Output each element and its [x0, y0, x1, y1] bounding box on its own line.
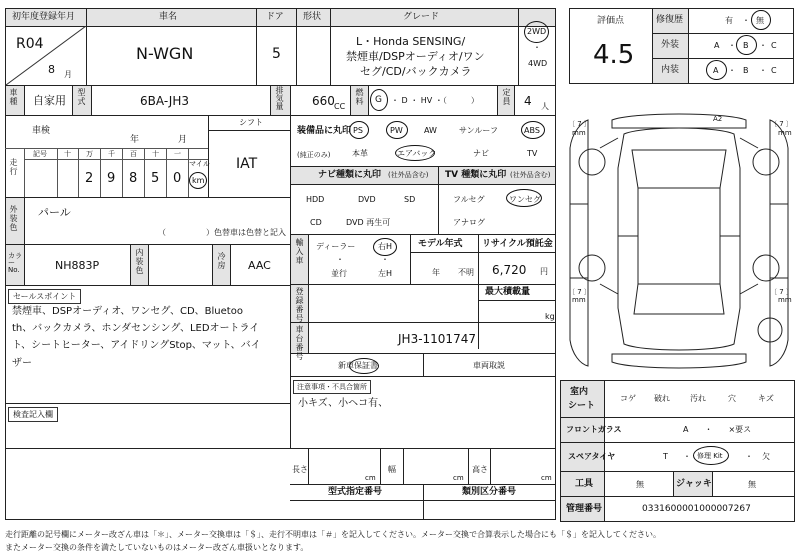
sales-line-1: 禁煙車、DSPオーディオ、ワンセグ、CD、Bluetoo	[12, 306, 243, 317]
diagram-label-rl: 〔 7 〕	[568, 288, 591, 296]
equipment-sublabel: (純正のみ)	[297, 151, 331, 159]
spare-none: 欠	[762, 452, 770, 461]
navi-dvd: DVD	[358, 195, 376, 204]
digit-header: 十	[64, 150, 71, 158]
interior-label: 内装	[661, 65, 680, 75]
equipment-label: 装備品に丸印	[297, 126, 352, 136]
diagram-mm-fl: mm	[572, 129, 586, 137]
model-year-unknown: 不明	[458, 268, 474, 277]
diagram-mm-rr: mm	[778, 296, 792, 304]
inspector-label: 検査記入欄	[8, 407, 58, 422]
seat-option: 汚れ	[690, 394, 706, 403]
sales-line-4: ザー	[12, 358, 32, 369]
capacity: 4	[524, 94, 532, 108]
import-label: 輸入車	[295, 238, 304, 265]
ac-label: 冷房	[217, 252, 226, 270]
usage: 自家用	[33, 94, 66, 107]
spare-label: スペアタイヤ	[568, 452, 616, 461]
sales-line-3: ト、シートヒーター、アイドリングStop、マット、バイ	[12, 340, 261, 351]
spare-t: T	[663, 452, 668, 461]
navi-note: (社外品含む)	[388, 171, 429, 179]
equip-airbag: エアバック	[397, 149, 437, 158]
windshield-label: フロントガラス	[566, 425, 622, 434]
height-label: 高さ	[472, 465, 488, 474]
car-name: N-WGN	[136, 44, 194, 63]
reg-month-unit: 月	[64, 70, 72, 79]
seat-option: コゲ	[620, 394, 636, 403]
seat-label-1: 室内	[570, 387, 589, 397]
mile-unit: マイル	[189, 160, 210, 168]
exterior-dot-2: ・	[759, 41, 767, 50]
navi-label: ナビ種類に丸印	[318, 170, 382, 180]
door-label: ドア	[266, 12, 284, 22]
mileage-digit: 2	[85, 171, 94, 186]
import-parallel: 並行	[331, 269, 347, 278]
repair-dot: ・	[742, 16, 750, 25]
equip-tv: TV	[527, 149, 538, 158]
equip-pw: PW	[390, 126, 403, 135]
category-label: 類別区分番号	[462, 487, 517, 497]
capacity-unit: 人	[541, 102, 549, 111]
reg-month: 8	[48, 63, 55, 76]
model-year-unit: 年	[432, 268, 440, 277]
digit-header: 百	[130, 150, 137, 158]
inspection-year-unit: 年	[130, 135, 140, 145]
color-code: NH883P	[55, 259, 100, 272]
equip-ps: PS	[353, 126, 363, 135]
import-dot-2: ・	[381, 255, 389, 264]
color-label: 外装色	[9, 205, 18, 232]
interior-a: A	[713, 66, 719, 75]
exterior-b: B	[743, 41, 749, 50]
model: 6BA-JH3	[140, 94, 190, 108]
exterior-a: A	[714, 41, 720, 50]
new-warranty: 新車保証書	[338, 361, 378, 370]
equip-sunroof: サンルーフ	[459, 126, 498, 135]
year-diagonal	[6, 26, 86, 85]
navi-dvd-play: DVD 再生可	[346, 218, 391, 227]
notes-label: 注意事項・不具合箇所	[293, 380, 371, 394]
interior-color-label: 内装色	[135, 248, 144, 275]
notes-text: 小キズ、小ヘコ有、	[298, 398, 389, 409]
digit-header: 十	[152, 150, 159, 158]
color-value: パール	[38, 206, 71, 219]
displacement-label: 排気量	[275, 86, 284, 110]
equip-leather: 本革	[352, 149, 368, 158]
equip-abs: ABS	[524, 126, 540, 135]
spare-kit: 修理 Kit	[697, 452, 723, 460]
exterior-dot-1: ・	[728, 41, 736, 50]
equip-navi: ナビ	[473, 149, 489, 158]
digit-header: 千	[108, 150, 115, 158]
sales-line-2: th、バックカメラ、ホンダセンシング、LEDオートライ	[12, 323, 260, 334]
management-number: 0331600001000007267	[642, 504, 751, 514]
color-code-label: カラーNo.	[8, 252, 22, 274]
length-label: 長さ	[292, 465, 308, 474]
navi-sd: SD	[404, 195, 416, 204]
interior-dot-2: ・	[759, 66, 767, 75]
navi-hdd: HDD	[306, 195, 325, 204]
repaint-note: （ ）色替車は色替と記入	[158, 228, 286, 237]
drive-dot: ・	[533, 43, 541, 52]
mileage-digit: 8	[129, 171, 138, 186]
width-cm: cm	[453, 474, 464, 482]
seat-option: 破れ	[654, 394, 670, 403]
fuel-rest: ・ D ・ HV ・（ ）	[391, 96, 479, 105]
mileage-digit: 9	[107, 171, 116, 186]
model-label: 型式	[77, 88, 86, 106]
car-name-label: 車名	[159, 12, 178, 22]
shift-label: シフト	[239, 118, 263, 127]
recycle-label: リサイクル預託金	[482, 239, 553, 249]
spare-dot-2: ・	[745, 452, 753, 461]
score-label: 評価点	[597, 16, 625, 26]
digit-header: 万	[86, 150, 93, 158]
max-load-label: 最大積載量	[485, 287, 531, 297]
diagram-label-fl: 〔 7 〕	[568, 120, 591, 128]
import-left: 左H	[378, 269, 393, 278]
grade-line-3: セグ/CD/バックカメラ	[360, 65, 472, 78]
first-reg-label: 初年度登録年月	[12, 12, 76, 22]
grade-label: グレード	[403, 12, 440, 22]
digit-header: 一	[174, 150, 181, 158]
car-damage-diagram	[562, 108, 798, 380]
length-cm: cm	[365, 474, 376, 482]
fuel-label: 燃料	[355, 88, 364, 106]
jack-label: ジャッキ	[676, 479, 712, 489]
recycle: 6,720	[492, 263, 527, 277]
import-dealer: ディーラー	[316, 242, 356, 251]
repair-yes: 有	[725, 16, 733, 25]
tv-label: TV 種類に丸印	[445, 170, 507, 180]
seat-option: 穴	[728, 394, 736, 403]
mileage-label: 走行	[9, 158, 18, 176]
tools-value: 無	[636, 480, 644, 489]
model-year-label: モデル年式	[418, 239, 463, 249]
vehicle-manual: 車両取説	[473, 361, 505, 370]
seat-label-2: シート	[568, 401, 596, 411]
footer-line-1: 走行距離の記号欄にメーター改ざん車は「＊」、メーター交換車は「＄」、走行不明車は「＃」を記入してください。メーター交換で合算表示した場合にも「＄」を記入してください。	[5, 530, 661, 539]
navi-cd: CD	[310, 218, 322, 227]
import-dot: ・	[336, 255, 344, 264]
fuel-g: G	[375, 95, 382, 105]
tv-analog: アナログ	[453, 218, 485, 227]
import-right: 右H	[378, 242, 393, 251]
height-cm: cm	[541, 474, 552, 482]
interior-dot-1: ・	[728, 66, 736, 75]
equip-aw: AW	[424, 126, 437, 135]
repair-label: 修復歴	[656, 15, 684, 25]
grade-line-1: L・Honda SENSING/	[356, 35, 466, 48]
width-label: 幅	[388, 465, 396, 474]
exterior-c: C	[771, 41, 777, 50]
diagram-label-rr: 〔 7 〕	[770, 288, 793, 296]
footer-line-2: またメーター交換の条件を満たしていないものはメーター改ざん車扱いとなります。	[5, 543, 309, 552]
jack-value: 無	[748, 480, 756, 489]
ac: AAC	[248, 259, 271, 272]
tv-note: (社外品含む)	[510, 171, 551, 179]
inspection-month-unit: 月	[178, 135, 188, 145]
tv-oneseg: ワンセグ	[509, 195, 541, 204]
type-designation-label: 型式指定番号	[328, 487, 383, 497]
chassis: JH3-1101747	[398, 332, 476, 346]
sales-point-label: セールスポイント	[8, 289, 81, 304]
shift: IAT	[236, 156, 258, 172]
management-label: 管理番号	[566, 504, 603, 514]
chassis-label: 車台番号	[295, 325, 304, 361]
displacement: 660	[312, 94, 335, 108]
diagram-mark-a2: A2	[713, 115, 723, 123]
inspection-label: 車検	[32, 126, 51, 136]
cc-unit: CC	[334, 102, 346, 111]
seat-option: キズ	[758, 394, 774, 403]
km-unit: km	[192, 176, 205, 185]
doors: 5	[272, 46, 281, 62]
kg-unit: kg	[545, 312, 555, 321]
yen-unit: 円	[540, 267, 548, 276]
diagram-label-fr: 〔 7 〕	[770, 120, 793, 128]
shape-label: 形状	[303, 12, 322, 22]
exterior-label: 外装	[661, 40, 680, 50]
interior-c: C	[771, 66, 777, 75]
grade-line-2: 禁煙車/DSPオーディオ/ワン	[346, 50, 485, 63]
spare-dot-1: ・	[683, 452, 691, 461]
vehicle-type-label: 車種	[9, 88, 18, 106]
mileage-digit: 0	[173, 171, 182, 186]
repair-none: 無	[756, 16, 764, 25]
diagram-mm-fr: mm	[778, 129, 792, 137]
capacity-label: 定員	[502, 88, 511, 106]
tv-fullseg: フルセグ	[453, 195, 485, 204]
diagram-mm-rl: mm	[572, 296, 586, 304]
drive-2wd: 2WD	[527, 27, 547, 36]
tools-label: 工具	[575, 479, 594, 489]
score: 4.5	[593, 40, 635, 70]
symbol-label: 記号	[33, 150, 47, 158]
mileage-digit: 5	[151, 171, 160, 186]
interior-b: B	[743, 66, 749, 75]
reg-year: R04	[16, 36, 44, 52]
reg-number-label: 登録番号	[295, 287, 304, 323]
drive-4wd: 4WD	[528, 59, 548, 68]
windshield-options: A ・ ×要ス	[683, 425, 752, 434]
